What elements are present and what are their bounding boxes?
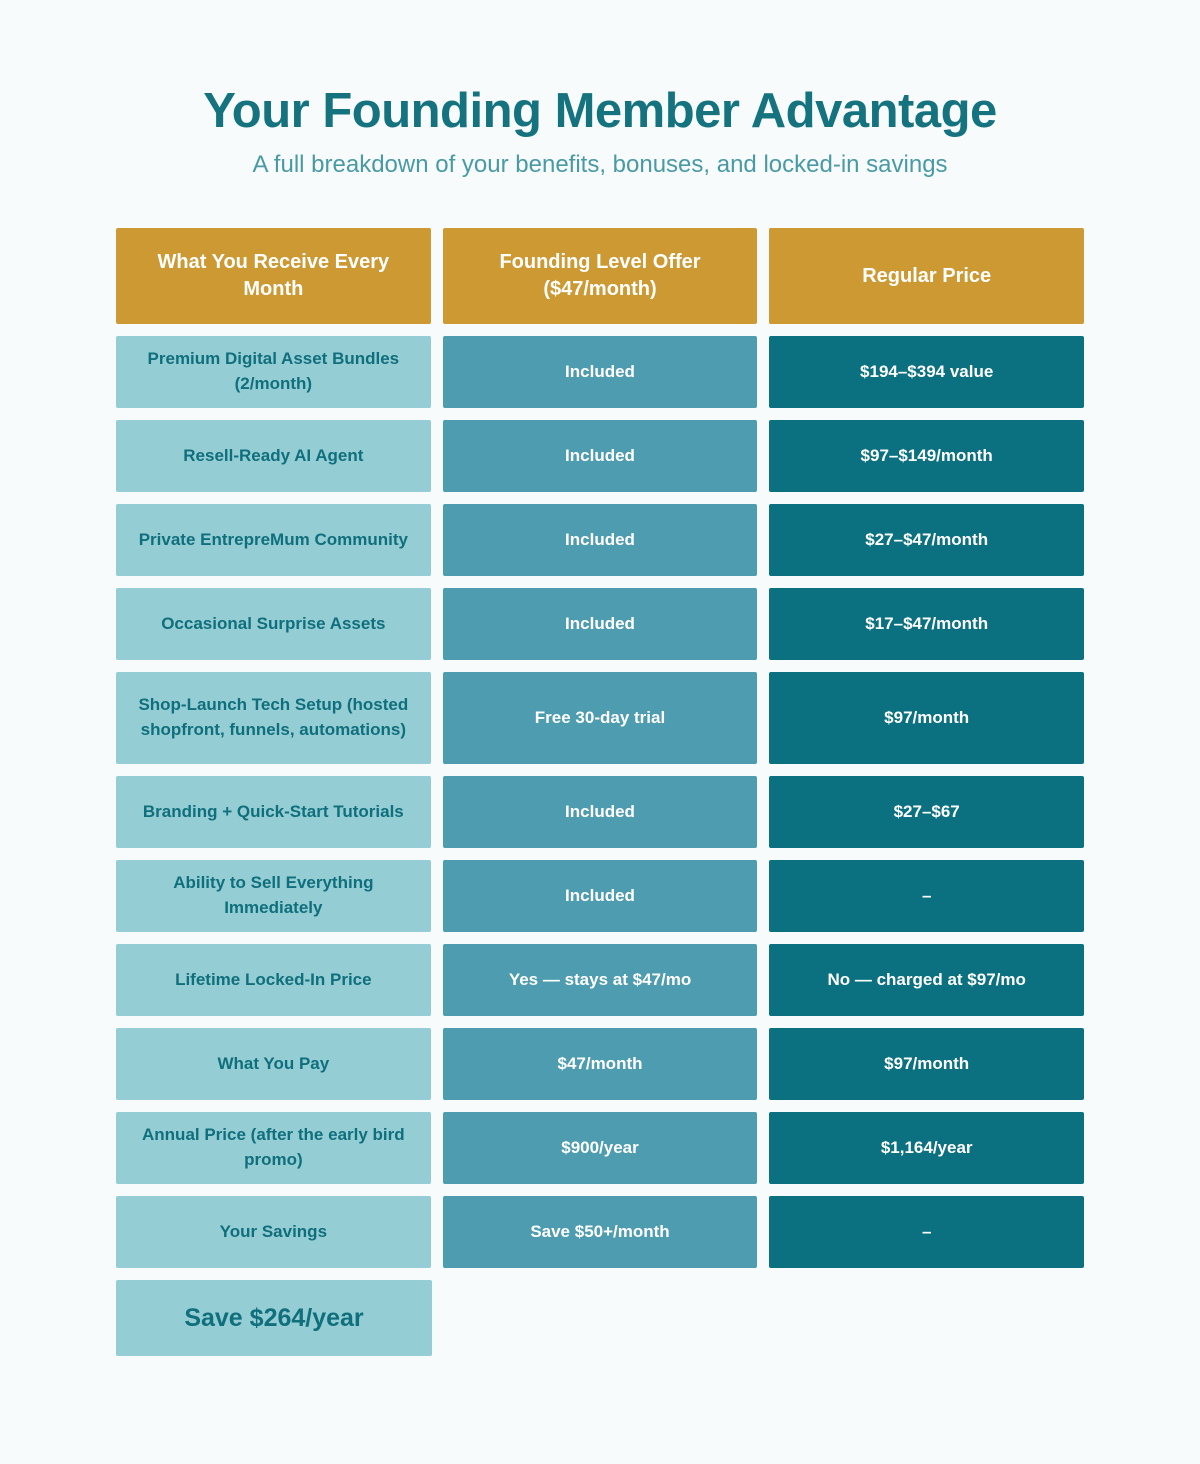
- table-row: [116, 1196, 1084, 1268]
- table-footer-row: [116, 1280, 1084, 1356]
- row-founding-value: $47/month: [443, 1028, 758, 1100]
- table-row: [116, 336, 1084, 408]
- table-row: [116, 672, 1084, 764]
- row-founding-value: Included: [443, 336, 758, 408]
- row-feature: Annual Price (after the early bird promo): [116, 1112, 431, 1184]
- row-feature: Occasional Surprise Assets: [116, 588, 431, 660]
- row-founding-value: Save $50+/month: [443, 1196, 758, 1268]
- row-feature: Your Savings: [116, 1196, 431, 1268]
- table-row: [116, 588, 1084, 660]
- row-feature: Private EntrepreMum Community: [116, 504, 431, 576]
- row-feature: Ability to Sell Everything Immediately: [116, 860, 431, 932]
- row-feature: Resell-Ready AI Agent: [116, 420, 431, 492]
- column-header-founding-offer: Founding Level Offer ($47/month): [443, 228, 758, 324]
- row-regular-value: $97/month: [769, 1028, 1084, 1100]
- row-founding-value: Included: [443, 420, 758, 492]
- table-row: [116, 1028, 1084, 1100]
- row-regular-value: $194–$394 value: [769, 336, 1084, 408]
- comparison-table: [116, 228, 1084, 1356]
- table-row: [116, 504, 1084, 576]
- row-regular-value: $97–$149/month: [769, 420, 1084, 492]
- column-header-feature: What You Receive Every Month: [116, 228, 431, 324]
- row-regular-value: $1,164/year: [769, 1112, 1084, 1184]
- table-row: [116, 860, 1084, 932]
- row-regular-value: –: [769, 860, 1084, 932]
- row-regular-value: No — charged at $97/mo: [769, 944, 1084, 1016]
- row-feature: Shop-Launch Tech Setup (hosted shopfront, funnels, automations): [116, 672, 431, 764]
- row-regular-value: $17–$47/month: [769, 588, 1084, 660]
- row-founding-value: Included: [443, 776, 758, 848]
- row-feature: Branding + Quick-Start Tutorials: [116, 776, 431, 848]
- row-feature: What You Pay: [116, 1028, 431, 1100]
- row-regular-value: –: [769, 1196, 1084, 1268]
- table-row: [116, 420, 1084, 492]
- total-savings-label: Save $264/year: [116, 1280, 432, 1356]
- page-subtitle: A full breakdown of your benefits, bonuses, and locked-in savings: [252, 150, 948, 178]
- page-title: Your Founding Member Advantage: [203, 84, 997, 138]
- row-feature: Lifetime Locked-In Price: [116, 944, 431, 1016]
- table-header-row: [116, 228, 1084, 324]
- row-regular-value: $97/month: [769, 672, 1084, 764]
- row-regular-value: $27–$47/month: [769, 504, 1084, 576]
- row-founding-value: Yes — stays at $47/mo: [443, 944, 758, 1016]
- table-row: [116, 944, 1084, 1016]
- table-row: [116, 1112, 1084, 1184]
- row-feature: Premium Digital Asset Bundles (2/month): [116, 336, 431, 408]
- row-founding-value: Free 30-day trial: [443, 672, 758, 764]
- row-founding-value: Included: [443, 860, 758, 932]
- row-founding-value: $900/year: [443, 1112, 758, 1184]
- row-regular-value: $27–$67: [769, 776, 1084, 848]
- row-founding-value: Included: [443, 588, 758, 660]
- column-header-regular-price: Regular Price: [769, 228, 1084, 324]
- row-founding-value: Included: [443, 504, 758, 576]
- table-row: [116, 776, 1084, 848]
